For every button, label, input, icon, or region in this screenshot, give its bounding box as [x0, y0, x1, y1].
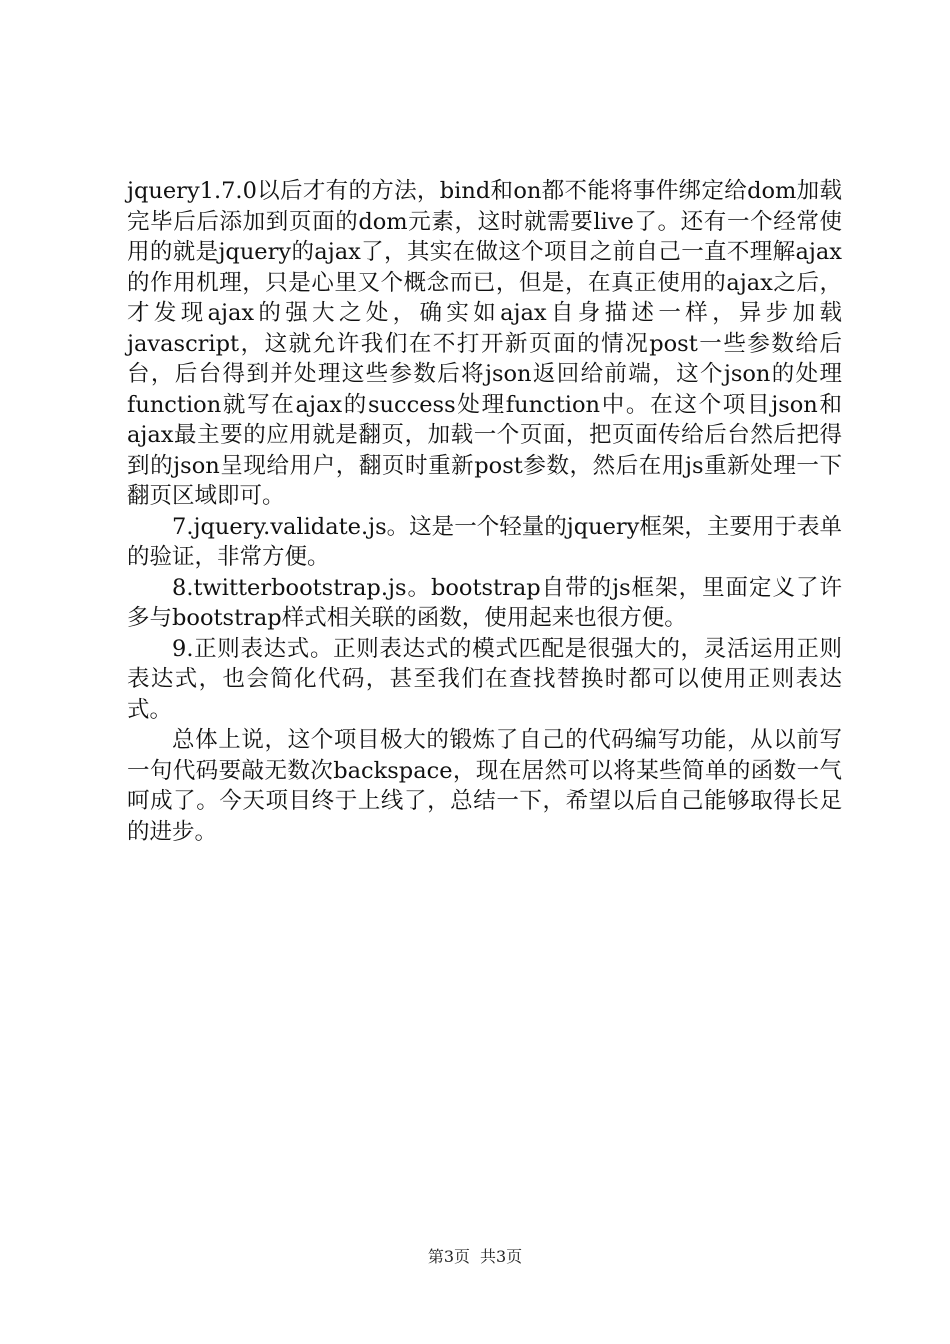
- paragraph-item-7: 7.jquery.validate.js。这是一个轻量的jquery框架，主要用于表单的验证，非常方便。: [127, 513, 842, 570]
- paragraph-continued: jquery1.7.0以后才有的方法，bind和on都不能将事件绑定给dom加载完毕后后添加到页面的dom元素，这时就需要live了。还有一个经常使用的就是jquery的ajax了，其实在做这个项目之前自己一直不理解ajax的作用机理，只是心里又个概念而已，但是，在真正使用的ajax之后，才发现ajax的强大之处，确实如ajax自身描述一样，异步加载javascript，这就允许我们在不打开新页面的情况post一些参数给后台，后台得到并处理这些参数后将json返回给前端，这个json的处理function就写在ajax的success处理function中。在这个项目json和ajax最主要的应用就是翻页，加载一个页面，把页面传给后台然后把得到的json呈现给用户，翻页时重新post参数，然后在用js重新处理一下翻页区域即可。: [127, 178, 842, 509]
- paragraph-item-8: 8.twitterbootstrap.js。bootstrap自带的js框架，里面定义了许多与bootstrap样式相关联的函数，使用起来也很方便。: [127, 574, 842, 631]
- paragraph-item-9: 9.正则表达式。正则表达式的模式匹配是很强大的，灵活运用正则表达式，也会简化代码，甚至我们在查找替换时都可以使用正则表达式。: [127, 635, 842, 723]
- page-footer: [0, 1244, 950, 1267]
- paragraph-summary: 总体上说，这个项目极大的锻炼了自己的代码编写功能，从以前写一句代码要敲无数次backspace，现在居然可以将某些简单的函数一气呵成了。今天项目终于上线了，总结一下，希望以后自己能够取得长足的进步。: [127, 727, 842, 845]
- page-total: 共3页: [480, 1247, 523, 1266]
- body-text: [127, 176, 842, 847]
- page-number: 第3页: [427, 1247, 470, 1266]
